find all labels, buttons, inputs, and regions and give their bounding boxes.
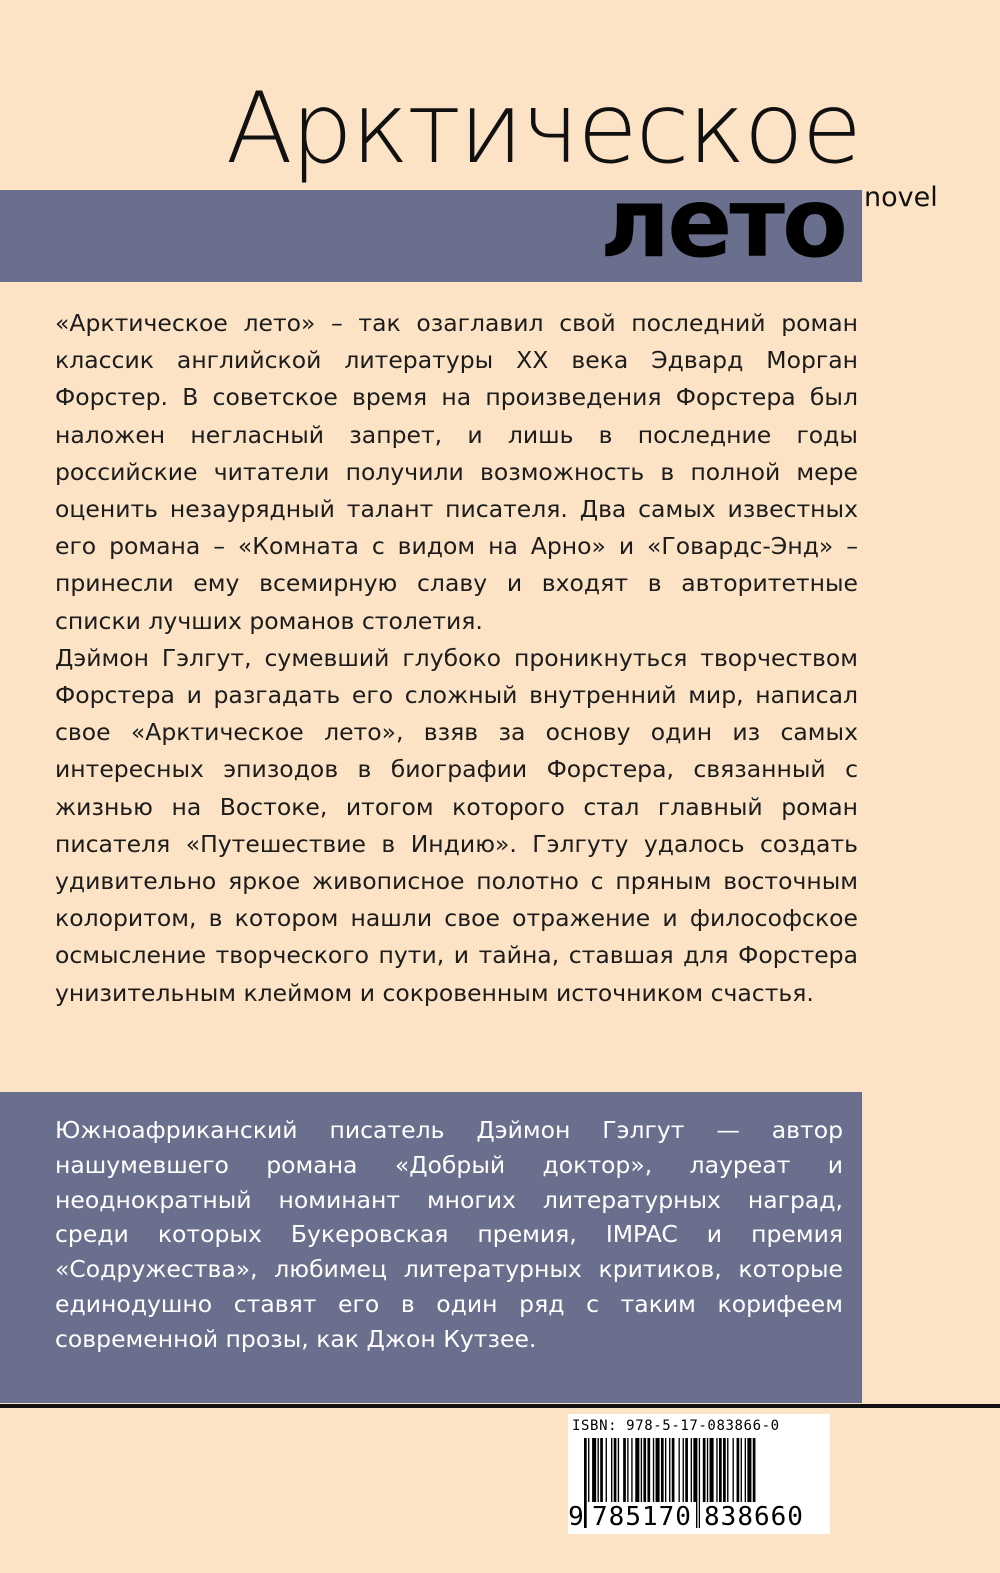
barcode-digits-right: 838660 [700, 1502, 808, 1532]
barcode-digits [568, 1502, 830, 1532]
book-title: Арктическое [225, 72, 860, 186]
series-label: novel [864, 182, 938, 213]
book-title-second-line: лето [599, 167, 845, 279]
author-bio-text: Южноафриканский писатель Дэймон Гэлгут — автор нашумевшего романа «Добрый доктор», лауреат и неоднократный номинант многих литературных наград, среди которых Букеровская премия, IMPAC и премия «Содружества», любимец литературных критиков, которые единодушно ставят его в один ряд с таким корифеем современной прозы, как Джон Кутзее. [55, 1116, 843, 1353]
barcode-digit-first: 9 [568, 1502, 584, 1532]
isbn-label: ISBN: 978-5-17-083866-0 [572, 1418, 780, 1434]
barcode-digits-left: 785170 [588, 1502, 696, 1532]
divider [0, 1404, 1000, 1408]
description-paragraph: «Арктическое лето» – так озаглавил свой последний роман классик английской литературы XX века Эдвард Морган Форстер. В советское время на произведения Форстера был наложен негласный запрет, и лишь в последние годы российские читатели получили возможность в полной мере оценить незаурядный талант писателя. Два самых известных его романа – «Комната с видом на Арно» и «Говардс-Энд» – принесли ему всемирную славу и входят в авторитетные списки лучших романов столетия. [55, 309, 858, 635]
description-paragraph: Дэймон Гэлгут, сумевший глубоко проникнуться творчеством Форстера и разгадать его сложный внутренний мир, написал свое «Арктическое лето», взяв за основу один из самых интересных эпизодов в биографии Форстера, связанный с жизнью на Востоке, итогом которого стал главный роман писателя «Путешествие в Индию». Гэлгуту удалось создать удивительно яркое живописное полотно с пряным восточным колоритом, в котором нашли свое отражение и философское осмысление творческого пути, и тайна, ставшая для Форстера унизительным клеймом и сокровенным источником счастья. [55, 643, 858, 1007]
book-description [55, 305, 858, 1012]
